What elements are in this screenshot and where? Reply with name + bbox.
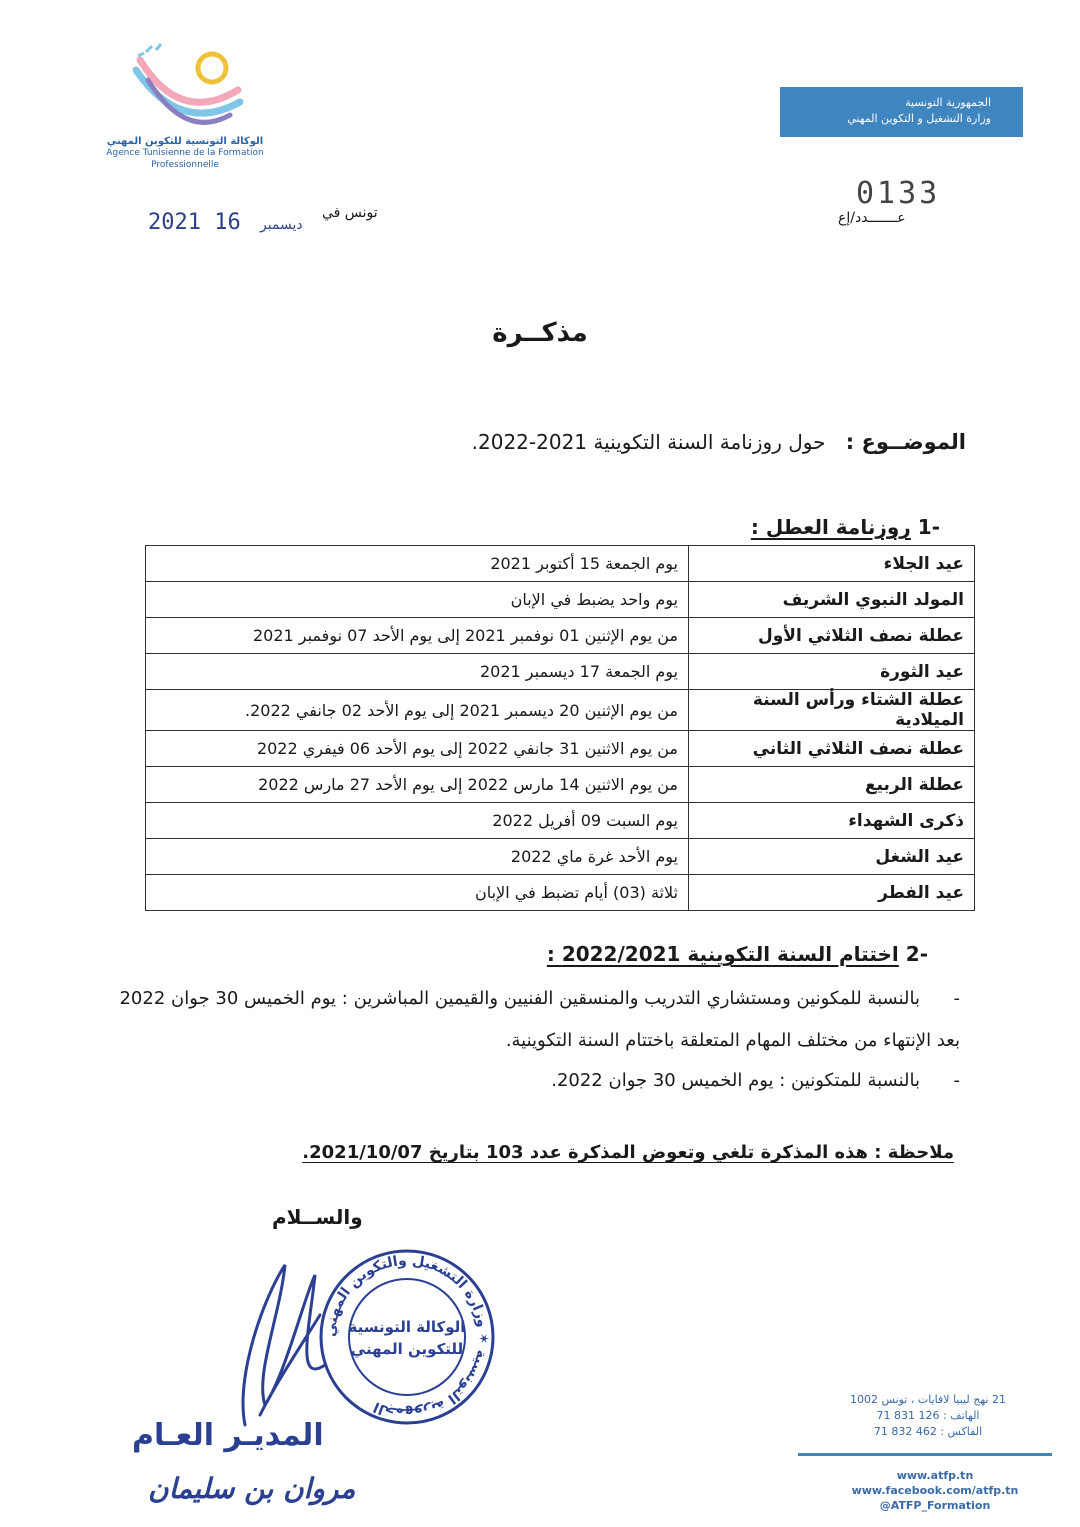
banner-republic: الجمهورية التونسية xyxy=(905,96,991,109)
address-street: 21 نهج ليبيا لافايات ، تونس 1002 xyxy=(850,1393,1006,1406)
holiday-date: يوم الجمعة 15 أكتوبر 2021 xyxy=(146,546,689,582)
date-month: ديسمبر xyxy=(259,217,303,233)
address-phone: الهاتف : 126 831 71 xyxy=(876,1409,980,1422)
holiday-name: المولد النبوي الشريف xyxy=(689,582,975,618)
holiday-name: عطلة الربيع xyxy=(689,767,975,803)
holiday-name: عيد الجلاء xyxy=(689,546,975,582)
holiday-date: من يوم الإثنين 20 ديسمبر 2021 إلى يوم الأحد 02 جانفي 2022. xyxy=(146,690,689,731)
holiday-name: عطلة نصف الثلاثي الأول xyxy=(689,618,975,654)
footer-address xyxy=(838,1392,1018,1440)
holidays-table xyxy=(145,545,975,911)
logo-swoosh-icon xyxy=(120,40,250,132)
bullet-trainers xyxy=(110,978,960,1062)
holiday-date: من يوم الإثنين 01 نوفمبر 2021 إلى يوم الأحد 07 نوفمبر 2021 xyxy=(146,618,689,654)
bullet-dash: - xyxy=(953,988,960,1009)
table-row xyxy=(146,546,975,582)
section1-title: روزنامة العطل : xyxy=(750,515,911,539)
holiday-date: يوم الأحد غرة ماي 2022 xyxy=(146,839,689,875)
holiday-name: عيد الشغل xyxy=(689,839,975,875)
table-row xyxy=(146,582,975,618)
twitter-handle[interactable]: @ATFP_Formation xyxy=(879,1499,991,1512)
banner-ministry: وزارة التشغيل و التكوين المهني xyxy=(847,112,991,125)
holiday-date: من يوم الاثنين 31 جانفي 2022 إلى يوم الأحد 06 فيفري 2022 xyxy=(146,731,689,767)
atfp-logo xyxy=(100,40,270,180)
table-row xyxy=(146,767,975,803)
holiday-date: يوم الجمعة 17 ديسمبر 2021 xyxy=(146,654,689,690)
date-stamp xyxy=(148,210,309,235)
holiday-name: عيد الفطر xyxy=(689,875,975,911)
holiday-date: يوم السبت 09 أفريل 2022 xyxy=(146,803,689,839)
date-day: 16 xyxy=(214,210,241,235)
official-seal-icon xyxy=(318,1248,496,1426)
closing-greeting: والســلام xyxy=(272,1205,363,1229)
table-row xyxy=(146,731,975,767)
holiday-date: من يوم الاثنين 14 مارس 2022 إلى يوم الأحد 27 مارس 2022 xyxy=(146,767,689,803)
logo-french-name-line2: Professionnelle xyxy=(151,160,219,170)
subject-line xyxy=(472,430,966,454)
logo-french-name-line1: Agence Tunisienne de la Formation xyxy=(106,148,264,158)
table-row xyxy=(146,839,975,875)
subject-text: حول روزنامة السنة التكوينية 2021-2022. xyxy=(471,430,826,454)
table-row xyxy=(146,875,975,911)
signatory-name: مروان بن سليمان xyxy=(148,1472,356,1505)
section2-heading xyxy=(547,942,928,966)
holiday-name: عطلة الشتاء ورأس السنة الميلادية xyxy=(689,690,975,731)
city-label: تونس في xyxy=(322,205,378,221)
table-row xyxy=(146,618,975,654)
seal-inner-line1: الوكالة التونسية xyxy=(348,1318,466,1336)
document-title: مذكــرة xyxy=(492,318,588,348)
date-year: 2021 xyxy=(148,210,201,235)
table-row xyxy=(146,654,975,690)
bullet-trainees xyxy=(551,1060,960,1102)
section2-title: اختتام السنة التكوينية 2022/2021 : xyxy=(546,942,899,966)
reference-label: عـــــــدد/إع xyxy=(838,210,906,226)
signatory-title: المديـر العـام xyxy=(132,1418,324,1453)
footer-divider xyxy=(798,1453,1052,1456)
bullet-trainers-text: بالنسبة للمكونين ومستشاري التدريب والمنسقين الفنيين والقيمين المباشرين : يوم الخميس 30 جوان 2022 بعد الإنتهاء من مختلف المهام المتعلقة باختتام السنة التكوينية. xyxy=(119,988,960,1051)
address-fax: الفاكس : 462 832 71 xyxy=(873,1425,983,1438)
section1-number: -1 xyxy=(917,515,940,539)
logo-arabic-name: الوكالة التونسية للتكوين المهني xyxy=(106,136,264,147)
section2-number: -2 xyxy=(905,942,928,966)
table-row xyxy=(146,690,975,731)
seal-inner-line2: للتكوين المهني xyxy=(350,1340,464,1358)
subject-label: الموضــوع : xyxy=(845,430,966,454)
facebook-link[interactable]: www.facebook.com/atfp.tn xyxy=(851,1484,1019,1497)
bullet-trainees-text: بالنسبة للمتكونين : يوم الخميس 30 جوان 2022. xyxy=(551,1070,920,1091)
table-row xyxy=(146,803,975,839)
holiday-name: عيد الثورة xyxy=(689,654,975,690)
bullet-dash: - xyxy=(953,1070,960,1091)
holiday-date: يوم واحد يضبط في الإبان xyxy=(146,582,689,618)
ministry-banner xyxy=(780,87,1023,137)
section1-heading xyxy=(751,515,940,539)
footer-web xyxy=(840,1468,1030,1513)
seal-outer-text: الجمهورية التونسية ✶ وزارة التشغيل والتكوين المهني xyxy=(322,1252,492,1422)
holiday-date: ثلاثة (03) أيام تضبط في الإبان xyxy=(146,875,689,911)
holiday-name: عطلة نصف الثلاثي الثاني xyxy=(689,731,975,767)
website-link[interactable]: www.atfp.tn xyxy=(896,1469,974,1482)
reference-number: 0133 xyxy=(856,176,941,211)
holiday-name: ذكرى الشهداء xyxy=(689,803,975,839)
note: ملاحظة : هذه المذكرة تلغي وتعوض المذكرة عدد 103 بتاريخ 2021/10/07. xyxy=(302,1142,954,1163)
